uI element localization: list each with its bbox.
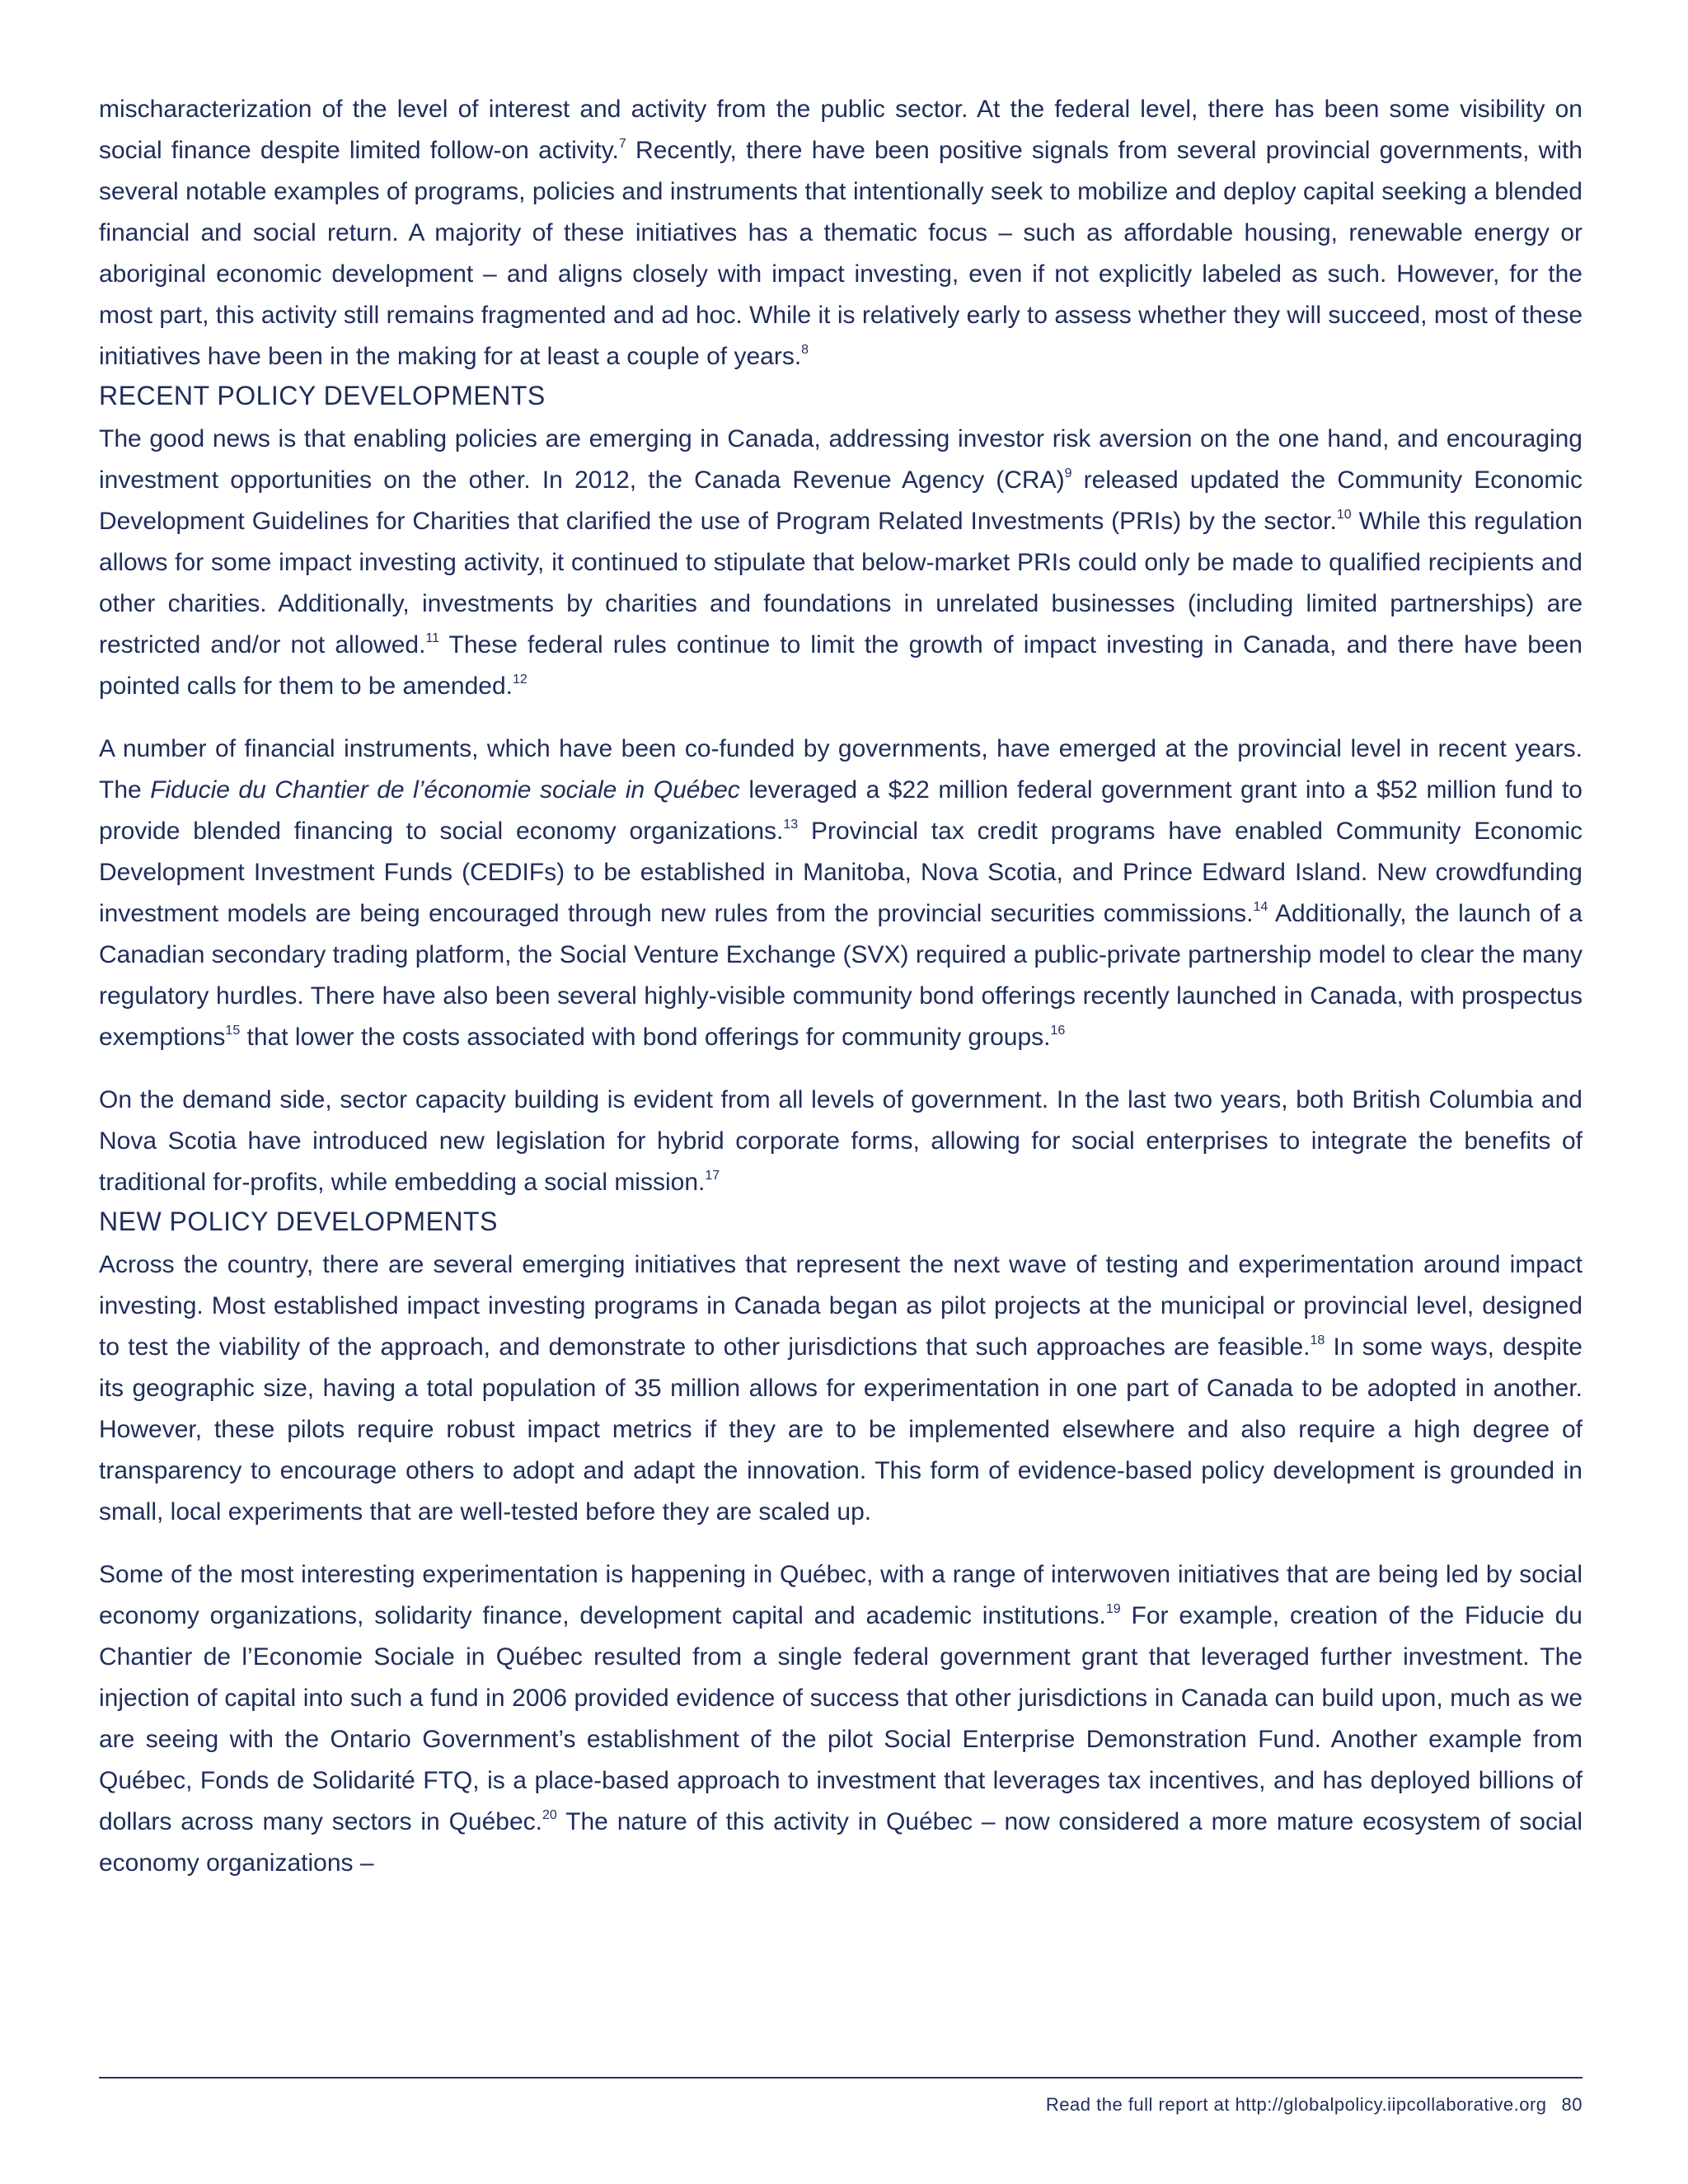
- text-run: The good news is that enabling policies are emerging in Canada, addressing investor risk aversion on the one hand, and encouraging investment opportunities on the other. In 2012, the Canada Revenue Agency (CRA): [99, 425, 1582, 494]
- text-run: leveraged a $22 million federal government grant into a $52 million fund to provide blended financing to social economy organizations.: [99, 776, 1582, 845]
- footnote-ref[interactable]: 10: [1336, 508, 1352, 522]
- footnote-ref[interactable]: 15: [225, 1024, 241, 1038]
- text-run: The nature of this activity in Québec – now considered a more mature ecosystem of social economy organizations –: [99, 1808, 1582, 1877]
- text-run: mischaracterization of the level of interest and activity from the public sector. At the federal level, there has been some visibility on social finance despite limited follow-on activity.: [99, 96, 1582, 164]
- footer-divider: [99, 2077, 1582, 2079]
- text-run: Additionally, the launch of a Canadian secondary trading platform, the Social Venture Exchange (SVX) required a public-private partnership model to clear the many regulatory hurdles. There have also been several highly-visible community bond offerings recently launched in Canada, with prospectus exemptions: [99, 900, 1582, 1051]
- text-run: Recently, there have been positive signals from several provincial governments, with several notable examples of programs, policies and instruments that intentionally seek to mobilize and deploy capital seeking a blended financial and social return. A majority of these initiatives has a thematic focus – such as affordable housing, renewable energy or aboriginal economic development – and aligns closely with impact investing, even if not explicitly labeled as such. However, for the most part, this activity still remains fragmented and ad hoc. While it is relatively early to assess whether they will succeed, most of these initiatives have been in the making for at least a couple of years.: [99, 137, 1582, 370]
- text-run: In some ways, despite its geographic size, having a total population of 35 million allows for experimentation in one part of Canada to be adopted in another. However, these pilots require robust impact metrics if they are to be implemented elsewhere and also require a high degree of transparency to encourage others to adopt and adapt the innovation. This form of evidence-based policy development is grounded in small, local experiments that are well-tested before they are scaled up.: [99, 1333, 1582, 1526]
- footnote-ref[interactable]: 13: [783, 818, 799, 832]
- footnote-ref[interactable]: 9: [1064, 466, 1072, 480]
- section-heading-recent: RECENT POLICY DEVELOPMENTS: [99, 381, 546, 410]
- text-run: that lower the costs associated with bond offerings for community groups.: [240, 1024, 1051, 1051]
- paragraph-financial-instruments: [99, 729, 1582, 1058]
- text-run: These federal rules continue to limit the growth of impact investing in Canada, and there have been pointed calls for them to be amended.: [99, 631, 1582, 700]
- text-run: Provincial tax credit programs have enabled Community Economic Development Investment Funds (CEDIFs) to be established in Manitoba, Nova Scotia, and Prince Edward Island. New crowdfunding investment models are being encouraged through new rules from the provincial securities commissions.: [99, 818, 1582, 927]
- footnote-ref[interactable]: 11: [425, 631, 440, 645]
- footnote-ref[interactable]: 18: [1310, 1333, 1325, 1347]
- paragraph-demand-side: [99, 1080, 1582, 1203]
- paragraph-quebec: [99, 1554, 1582, 1884]
- text-run: A number of financial instruments, which have been co-funded by governments, have emerged at the provincial level in recent years. The: [99, 735, 1582, 804]
- text-run: While this regulation allows for some impact investing activity, it continued to stipulate that below-market PRIs could only be made to qualified recipients and other charities. Additionally, investments by charities and foundations in unrelated businesses (including limited partnerships) are restricted and/or not allowed.: [99, 508, 1583, 658]
- footnote-ref[interactable]: 14: [1253, 900, 1268, 914]
- footnote-ref[interactable]: 12: [512, 673, 528, 687]
- footnote-ref[interactable]: 19: [1105, 1602, 1121, 1616]
- text-run: On the demand side, sector capacity building is evident from all levels of government. In the last two years, both British Columbia and Nova Scotia have introduced new legislation for hybrid corporate forms, allowing for social enterprises to integrate the benefits of traditional for-profits, while embedding a social mission.: [99, 1086, 1582, 1196]
- footnote-ref[interactable]: 8: [801, 343, 809, 357]
- paragraph-emerging-initiatives: [99, 1244, 1582, 1533]
- text-run: Some of the most interesting experimentation is happening in Québec, with a range of interwoven initiatives that are being led by social economy organizations, solidarity finance, development capital and academic institutions.: [99, 1561, 1582, 1629]
- footnote-ref[interactable]: 20: [542, 1808, 557, 1822]
- footnote-ref[interactable]: 16: [1050, 1024, 1066, 1038]
- footer-link-text[interactable]: Read the full report at http://globalpolicy.iipcollaborative.org: [1045, 2094, 1547, 2115]
- paragraph-intro: [99, 89, 1582, 377]
- footnote-ref[interactable]: 17: [705, 1169, 720, 1183]
- paragraph-cra-guidelines: [99, 419, 1582, 707]
- page-footer: [1046, 2092, 1582, 2118]
- text-run: released updated the Community Economic Development Guidelines for Charities that clarified the use of Program Related Investments (PRIs) by the sector.: [99, 466, 1582, 535]
- italic-fund-name: Fiducie du Chantier de l’économie sociale in Québec: [150, 776, 740, 804]
- footnote-ref[interactable]: 7: [618, 137, 626, 151]
- page-number: 80: [1561, 2094, 1582, 2115]
- page-content: [99, 89, 1582, 1884]
- text-run: For example, creation of the Fiducie du Chantier de l’Economie Sociale in Québec resulted from a single federal government grant that leveraged further investment. The injection of capital into such a fund in 2006 provided evidence of success that other jurisdictions in Canada can build upon, much as we are seeing with the Ontario Government’s establishment of the pilot Social Enterprise Demonstration Fund. Another example from Québec, Fonds de Solidarité FTQ, is a place-based approach to investment that leverages tax incentives, and has deployed billions of dollars across many sectors in Québec.: [99, 1602, 1582, 1835]
- section-heading-new: NEW POLICY DEVELOPMENTS: [99, 1207, 498, 1236]
- text-run: Across the country, there are several emerging initiatives that represent the next wave of testing and experimentation around impact investing. Most established impact investing programs in Canada began as pilot projects at the municipal or provincial level, designed to test the viability of the approach, and demonstrate to other jurisdictions that such approaches are feasible.: [99, 1251, 1582, 1361]
